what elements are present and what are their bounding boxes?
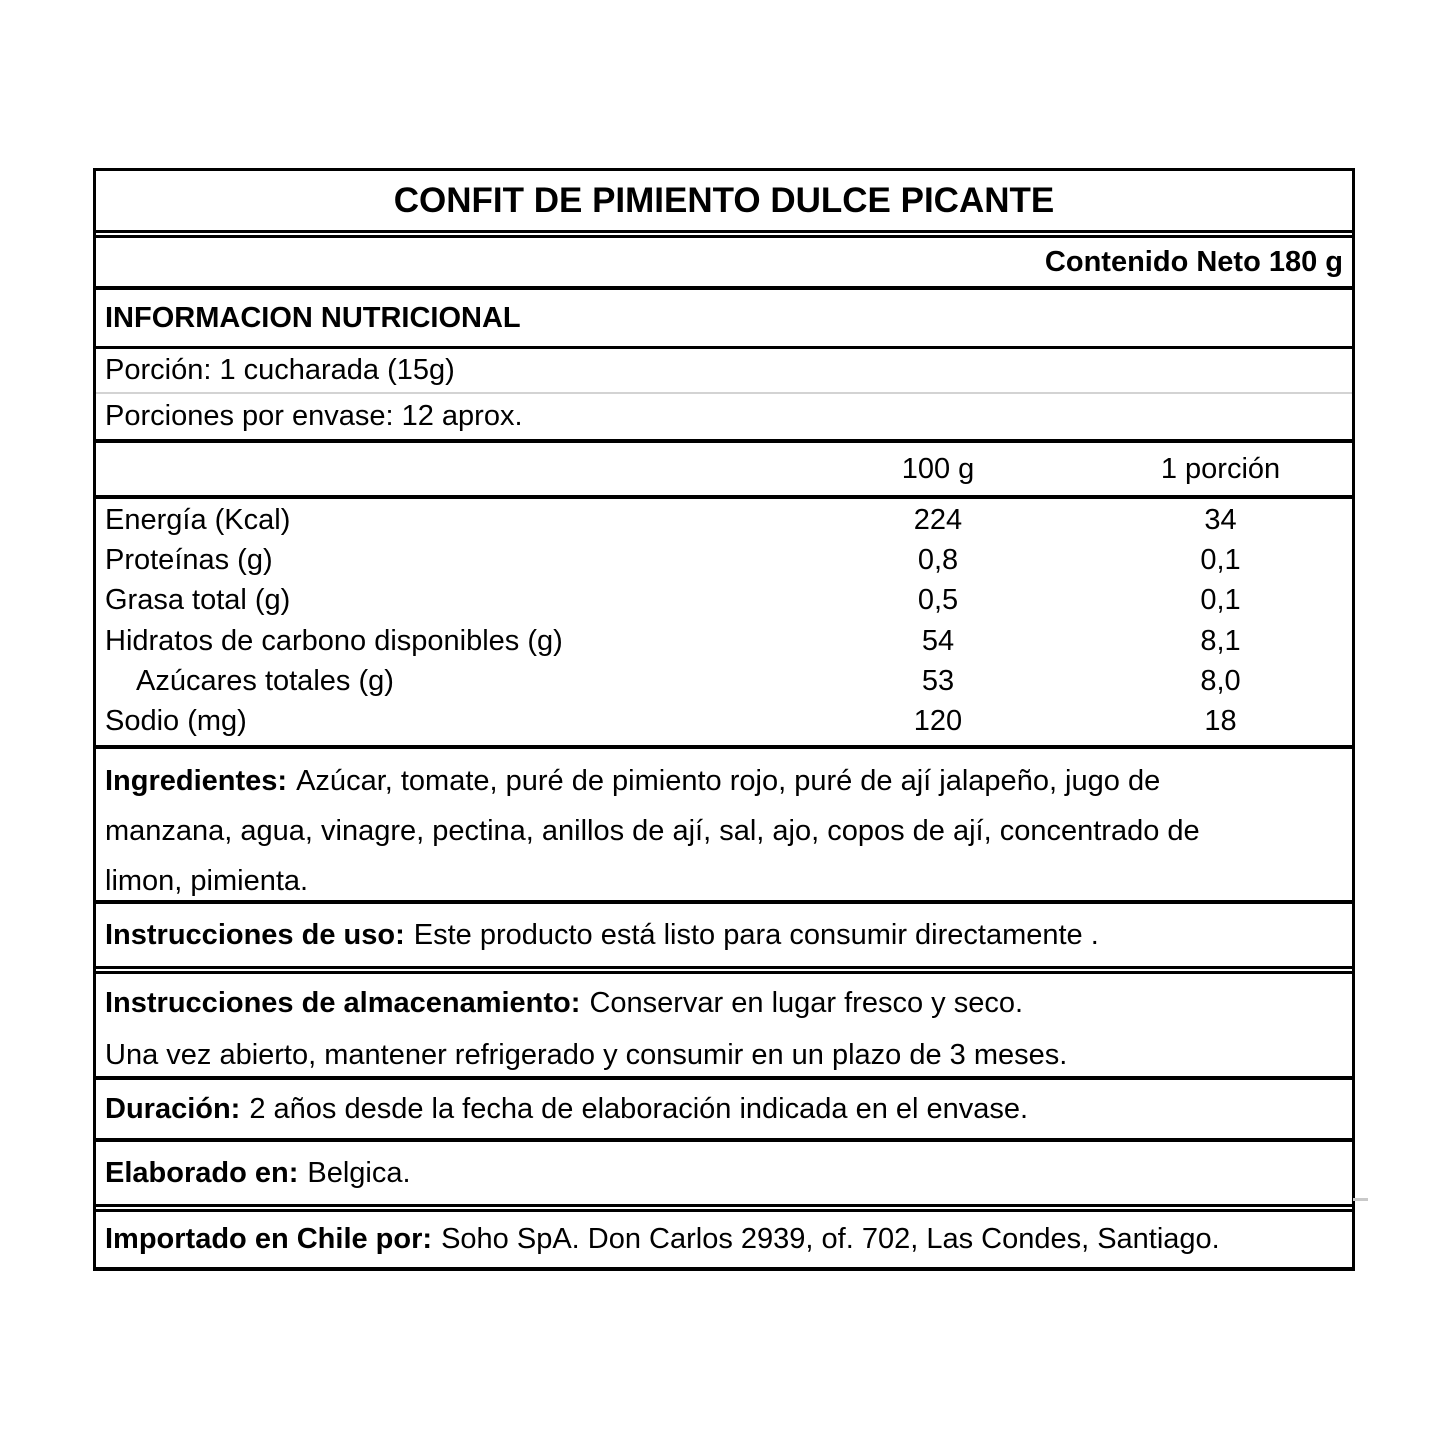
ingredients-text-line: limon, pimienta.	[105, 865, 309, 897]
nutrient-row	[96, 625, 1352, 658]
nutrient-per100: 54	[921, 624, 955, 657]
usage-text: Este producto está listo para consumir directamente .	[413, 918, 1099, 951]
ingredients-section	[96, 745, 1352, 900]
nutrient-name: Grasa total (g)	[105, 584, 291, 617]
storage-label: Instrucciones de almacenamiento:	[105, 987, 581, 1019]
origin-label: Elaborado en:	[105, 1156, 299, 1189]
duration-section	[96, 1076, 1352, 1138]
storage-text-line2: Una vez abierto, mantener refrigerado y consumir en un plazo de 3 meses.	[105, 1039, 1068, 1071]
importer-text: Soho SpA. Don Carlos 2939, of. 702, Las Condes, Santiago.	[441, 1223, 1220, 1255]
serving-size: Porción: 1 cucharada (15g)	[96, 346, 1352, 392]
importer-section	[96, 1204, 1352, 1267]
ingredients-text-line: manzana, agua, vinagre, pectina, anillos de ají, sal, ajo, copos de ají, concentrado de	[105, 815, 1200, 847]
nutrient-per-serving: 18	[1204, 704, 1237, 737]
ingredients-text-line: Azúcar, tomate, puré de pimiento rojo, puré de ají jalapeño, jugo de	[296, 765, 1161, 797]
nutrient-row	[96, 544, 1352, 577]
nutrient-row	[96, 705, 1352, 738]
storage-text-line1: Conservar en lugar fresco y seco.	[589, 987, 1024, 1019]
nutrient-per-serving: 0,1	[1200, 584, 1241, 617]
nutrient-name: Sodio (mg)	[105, 704, 247, 737]
storage-line-1	[105, 977, 1343, 1029]
nutrient-row	[96, 665, 1352, 698]
nutrient-per-serving: 34	[1204, 504, 1237, 536]
duration-text: 2 años desde la fecha de elaboración indicada en el envase.	[249, 1092, 1029, 1125]
nutrient-name: Proteínas (g)	[105, 544, 273, 577]
nutrition-label	[93, 168, 1355, 1271]
nutrient-per100: 53	[921, 664, 955, 697]
storage-instructions	[96, 966, 1352, 1076]
importer-label: Importado en Chile por:	[105, 1223, 433, 1255]
nutrient-name: Hidratos de carbono disponibles (g)	[105, 624, 563, 657]
ingredients-label: Ingredientes:	[105, 765, 288, 797]
duration-label: Duración:	[105, 1092, 241, 1125]
product-title: CONFIT DE PIMIENTO DULCE PICANTE	[393, 180, 1055, 220]
usage-label: Instrucciones de uso:	[105, 918, 405, 951]
ingredients-line	[105, 756, 1343, 806]
nutrient-per100: 0,5	[917, 584, 959, 617]
column-header-portion: 1 porción	[1160, 452, 1281, 485]
nutrient-per100: 120	[913, 704, 963, 737]
nutrient-per-serving: 0,1	[1200, 544, 1241, 577]
column-header-row	[96, 439, 1352, 495]
column-header-100g: 100 g	[901, 452, 975, 485]
origin-section	[96, 1138, 1352, 1204]
nutrients-table	[96, 495, 1352, 745]
section-header-nutrition: INFORMACION NUTRICIONAL	[96, 286, 1352, 346]
nutrient-name: Azúcares totales (g)	[136, 664, 394, 697]
nutrient-per-serving: 8,1	[1200, 624, 1241, 657]
nutrient-row	[96, 504, 1352, 537]
nutrient-name: Energía (Kcal)	[105, 504, 291, 536]
servings-per-container: Porciones por envase: 12 aprox.	[96, 392, 1352, 439]
net-content: Contenido Neto 180 g	[96, 230, 1352, 286]
nutrient-per100: 0,8	[917, 544, 959, 577]
origin-text: Belgica.	[307, 1156, 411, 1189]
nutrient-row	[96, 584, 1352, 617]
nutrient-per100: 224	[913, 504, 963, 536]
gridline-artifact	[1353, 1198, 1368, 1201]
usage-instructions	[96, 900, 1352, 966]
nutrient-per-serving: 8,0	[1200, 664, 1241, 697]
